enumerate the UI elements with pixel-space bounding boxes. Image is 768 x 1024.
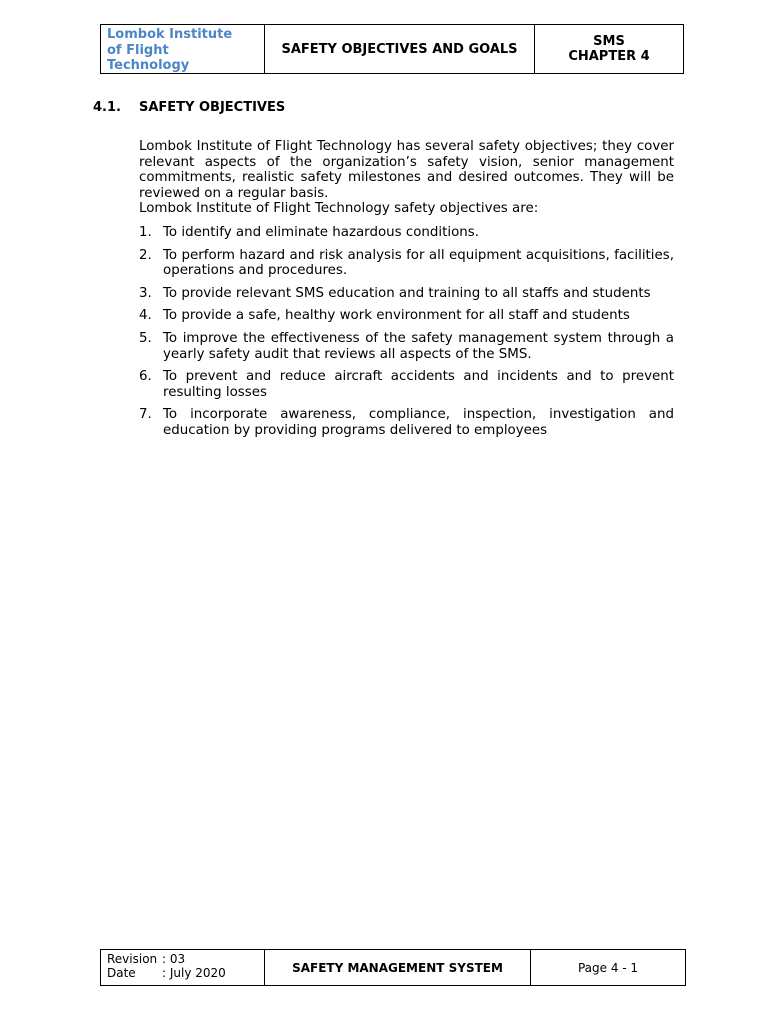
institute-line: of Flight [107, 42, 169, 58]
section-heading [93, 100, 285, 115]
system-title: SAFETY MANAGEMENT SYSTEM [265, 950, 531, 985]
revision-value: : 03 [162, 952, 186, 966]
institute-name [101, 25, 265, 73]
page-number: Page 4 - 1 [577, 960, 639, 975]
list-item [139, 369, 674, 400]
institute-line: Technology [107, 58, 190, 73]
section-number: 4.1. [93, 100, 121, 115]
list-item-text: To perform hazard and risk analysis for all equipment acquisitions, facilities, operations and procedures. [163, 247, 674, 279]
list-item-number: 3. [139, 285, 152, 301]
date-value: : July 2020 [162, 965, 226, 980]
list-item-number: 4. [139, 308, 152, 324]
chapter-code [535, 25, 683, 73]
chapter-code-line: SMS [593, 34, 625, 49]
list-item-text: To identify and eliminate hazardous conditions. [163, 224, 480, 240]
document-footer [100, 949, 686, 986]
list-lead: Lombok Institute of Flight Technology safety objectives are: [139, 201, 539, 217]
revision-info [101, 950, 265, 985]
list-item-text: To improve the effectiveness of the safety management system through a yearly safety audit that reviews all aspects of the SMS. [163, 330, 674, 362]
list-item [139, 225, 674, 241]
list-item-text: To incorporate awareness, compliance, inspection, investigation and education by providing programs delivered to employees [163, 407, 674, 438]
document-body [139, 139, 674, 446]
intro-paragraph: Lombok Institute of Flight Technology has several safety objectives; they cover relevant aspects of the organization’s safety vision, senior management commitments, realistic safety milestones and desired outcomes. They will be reviewed on a regular basis. [139, 139, 674, 201]
list-item-number: 5. [139, 330, 152, 346]
list-item [139, 407, 674, 438]
list-item-text: To provide relevant SMS education and training to all staffs and students [163, 285, 651, 301]
chapter-code-line: CHAPTER 4 [568, 49, 650, 64]
chapter-title: SAFETY OBJECTIVES AND GOALS [265, 25, 535, 73]
list-item [139, 308, 674, 324]
institute-line: Lombok Institute [107, 27, 233, 42]
revision-row [107, 953, 258, 967]
list-item [139, 331, 674, 362]
date-label: Date [107, 965, 136, 980]
list-item [139, 286, 674, 302]
list-item-number: 6. [139, 369, 152, 385]
objectives-list [139, 225, 674, 439]
date-row [107, 967, 258, 981]
revision-label: Revision [107, 952, 158, 966]
document-header [100, 24, 684, 74]
list-item-text: To provide a safe, healthy work environment for all staff and students [163, 308, 630, 324]
list-item-number: 1. [139, 224, 152, 240]
list-item-text: To prevent and reduce aircraft accidents and incidents and to prevent resulting losses [163, 369, 674, 400]
list-item [139, 248, 674, 279]
section-title: SAFETY OBJECTIVES [139, 100, 286, 115]
list-item-number: 2. [139, 247, 152, 263]
list-item-number: 7. [139, 407, 152, 423]
